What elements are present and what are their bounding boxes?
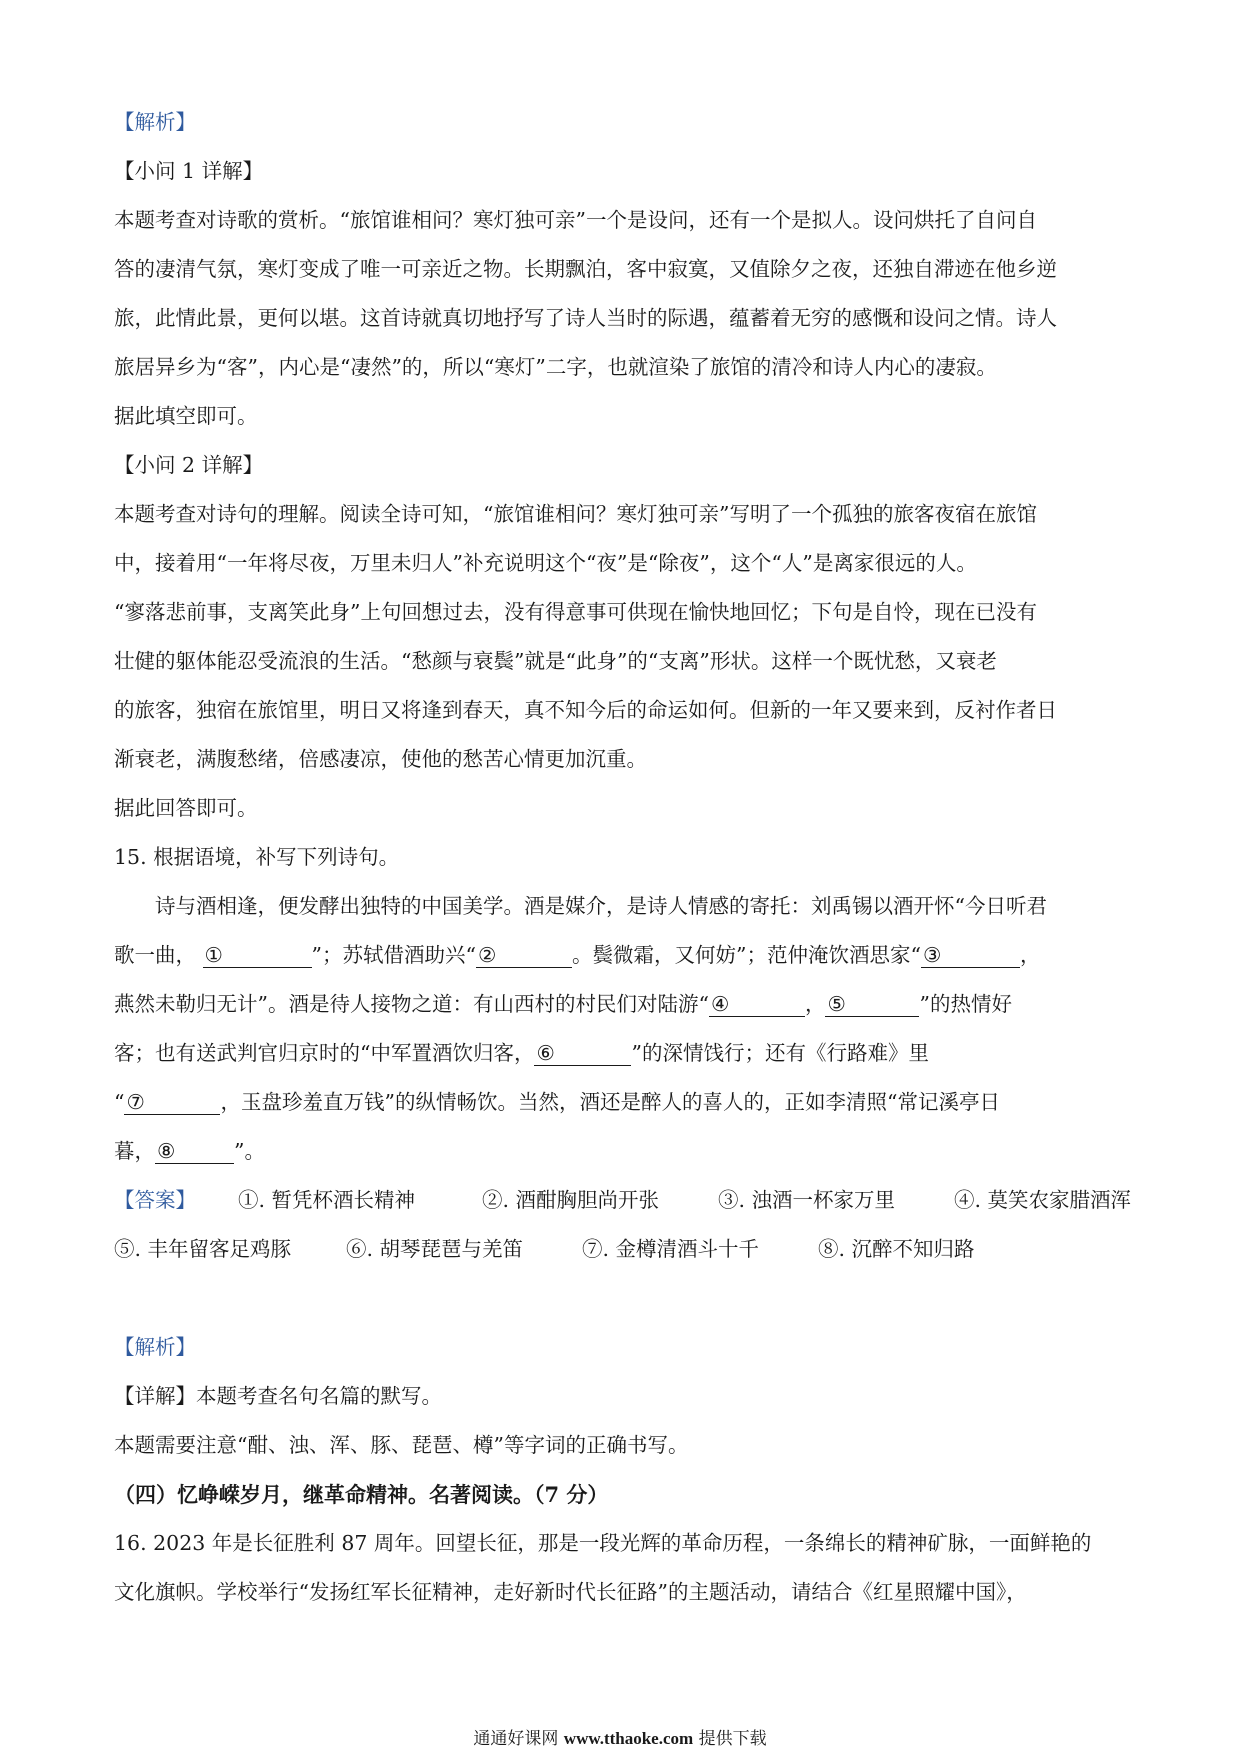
answer-label: 【答案】	[114, 1188, 196, 1212]
fill-in-paragraph-line	[114, 1078, 1134, 1127]
blank-7: ⑦	[124, 1091, 220, 1115]
answer-item: ②. 酒酣胸胆尚开张	[482, 1188, 660, 1212]
footer-suffix: 提供下载	[698, 1729, 767, 1749]
fill-in-paragraph-line	[114, 980, 1134, 1029]
paragraph-line: 旅居异乡为“客”，内心是“凄然”的，所以“寒灯”二字，也就渲染了旅馆的清冷和诗人内心的凄寂。	[114, 355, 997, 379]
answer-row	[114, 1225, 1134, 1274]
blank-8: ⑧	[155, 1140, 234, 1164]
paragraph-line: 据此回答即可。	[114, 796, 258, 820]
answer-item: ③. 浊酒一杯家万里	[718, 1188, 896, 1212]
answer-row	[114, 1176, 1134, 1225]
answer-item: ⑤. 丰年留客足鸡豚	[114, 1237, 292, 1261]
paragraph-line: 答的凄清气氛，寒灯变成了唯一可亲近之物。长期飘泊，客中寂寞，又值除夕之夜，还独自滞迹在他乡逆	[114, 257, 1057, 281]
blank-6: ⑥	[534, 1042, 631, 1066]
footer-site-name: 通通好课网	[473, 1729, 559, 1749]
text-segment: 暮，	[114, 1139, 155, 1163]
detail-line	[114, 1372, 1134, 1421]
analysis-label: 【解析】	[114, 110, 196, 134]
text-segment: 。鬓微霜，又何妨”；范仲淹饮酒思家“	[572, 943, 921, 967]
blank-5: ⑤	[825, 993, 919, 1017]
paragraph-line: 旅，此情此景，更何以堪。这首诗就真切地抒写了诗人当时的际遇，蕴蓄着无穷的感慨和设问之情。诗人	[114, 306, 1057, 330]
question-16-line: 16. 2023 年是长征胜利 87 周年。回望长征，那是一段光辉的革命历程，一条绵长的精神矿脉，一面鲜艳的	[114, 1531, 1092, 1555]
text-segment: “	[114, 1090, 125, 1114]
paragraph-line: 本题考查对诗句的理解。阅读全诗可知，“旅馆谁相问？寒灯独可亲”写明了一个孤独的旅客夜宿在旅馆	[114, 502, 1037, 526]
detail-label: 【详解】	[114, 1384, 196, 1408]
answer-item: ⑦. 金樽清酒斗十千	[582, 1237, 760, 1261]
paragraph-line: 中，接着用“一年将尽夜，万里未归人”补充说明这个“夜”是“除夜”，这个“人”是离家很远的人。	[114, 551, 977, 575]
analysis-label: 【解析】	[114, 1335, 196, 1359]
paragraph-line: 壮健的躯体能忍受流浪的生活。“愁颜与衰鬓”就是“此身”的“支离”形状。这样一个既忧愁，又衰老	[114, 649, 997, 673]
text-segment: ”的热情好	[919, 992, 1012, 1016]
page-footer	[0, 1728, 1240, 1750]
answer-item: ④. 莫笑农家腊酒浑	[954, 1188, 1132, 1212]
question-15-stem: 15. 根据语境，补写下列诗句。	[114, 845, 400, 869]
answer-item: ①. 暂凭杯酒长精神	[238, 1188, 416, 1212]
detail-text: 本题考查名句名篇的默写。	[196, 1384, 442, 1408]
text-segment: 客；也有送武判官归京时的“中军置酒饮归客，	[114, 1041, 535, 1065]
text-segment: ”。	[234, 1139, 265, 1163]
fill-in-paragraph-line	[114, 931, 1134, 980]
fill-in-paragraph-line	[114, 1029, 1134, 1078]
footer-url[interactable]: www.tthaoke.com	[563, 1729, 694, 1748]
subquestion-1-label: 【小问 1 详解】	[114, 159, 264, 183]
text-segment: ，	[804, 992, 826, 1016]
fill-in-paragraph-line	[114, 1127, 1134, 1176]
section-heading: （四）忆峥嵘岁月，继革命精神。名著阅读。（7 分）	[114, 1482, 609, 1507]
blank-3: ③	[921, 944, 1020, 968]
answer-item: ⑧. 沉醉不知归路	[818, 1237, 975, 1261]
fill-in-paragraph-line: 诗与酒相逢，便发酵出独特的中国美学。酒是媒介，是诗人情感的寄托：刘禹锡以酒开怀“今日听君	[155, 894, 1047, 918]
text-segment: 歌一曲，	[114, 943, 196, 967]
text-segment: ，	[1019, 943, 1041, 967]
answer-item: ⑥. 胡琴琵琶与羌笛	[346, 1237, 524, 1261]
text-segment: ，玉盘珍羞直万钱”的纵情畅饮。当然，酒还是醉人的喜人的，正如李清照“常记溪亭日	[220, 1090, 1000, 1114]
paragraph-line: 的旅客，独宿在旅馆里，明日又将逢到春天，真不知今后的命运如何。但新的一年又要来到，反衬作者日	[114, 698, 1057, 722]
blank-2: ②	[476, 944, 572, 968]
spacer	[114, 1274, 1134, 1323]
text-segment: 燕然未勒归无计”。酒是待人接物之道：有山西村的村民们对陆游“	[114, 992, 709, 1016]
subquestion-2-label: 【小问 2 详解】	[114, 453, 264, 477]
text-segment: ”；苏轼借酒助兴“	[311, 943, 476, 967]
paragraph-line: 据此填空即可。	[114, 404, 258, 428]
note-line: 本题需要注意“酣、浊、浑、豚、琵琶、樽”等字词的正确书写。	[114, 1433, 689, 1457]
text-segment: ”的深情饯行；还有《行路难》里	[631, 1041, 929, 1065]
blank-4: ④	[709, 993, 805, 1017]
paragraph-line: “寥落悲前事，支离笑此身”上句回想过去，没有得意事可供现在愉快地回忆；下句是自怜，现在已没有	[114, 600, 1037, 624]
question-16-line: 文化旗帜。学校举行“发扬红军长征精神，走好新时代长征路”的主题活动，请结合《红星照耀中国》，	[114, 1580, 1027, 1604]
paragraph-line: 渐衰老，满腹愁绪，倍感凄凉，使他的愁苦心情更加沉重。	[114, 747, 647, 771]
paragraph-line: 本题考查对诗歌的赏析。“旅馆谁相问？寒灯独可亲”一个是设问，还有一个是拟人。设问烘托了自问自	[114, 208, 1037, 232]
document-page	[114, 98, 1134, 1617]
blank-1: ①	[203, 944, 312, 968]
